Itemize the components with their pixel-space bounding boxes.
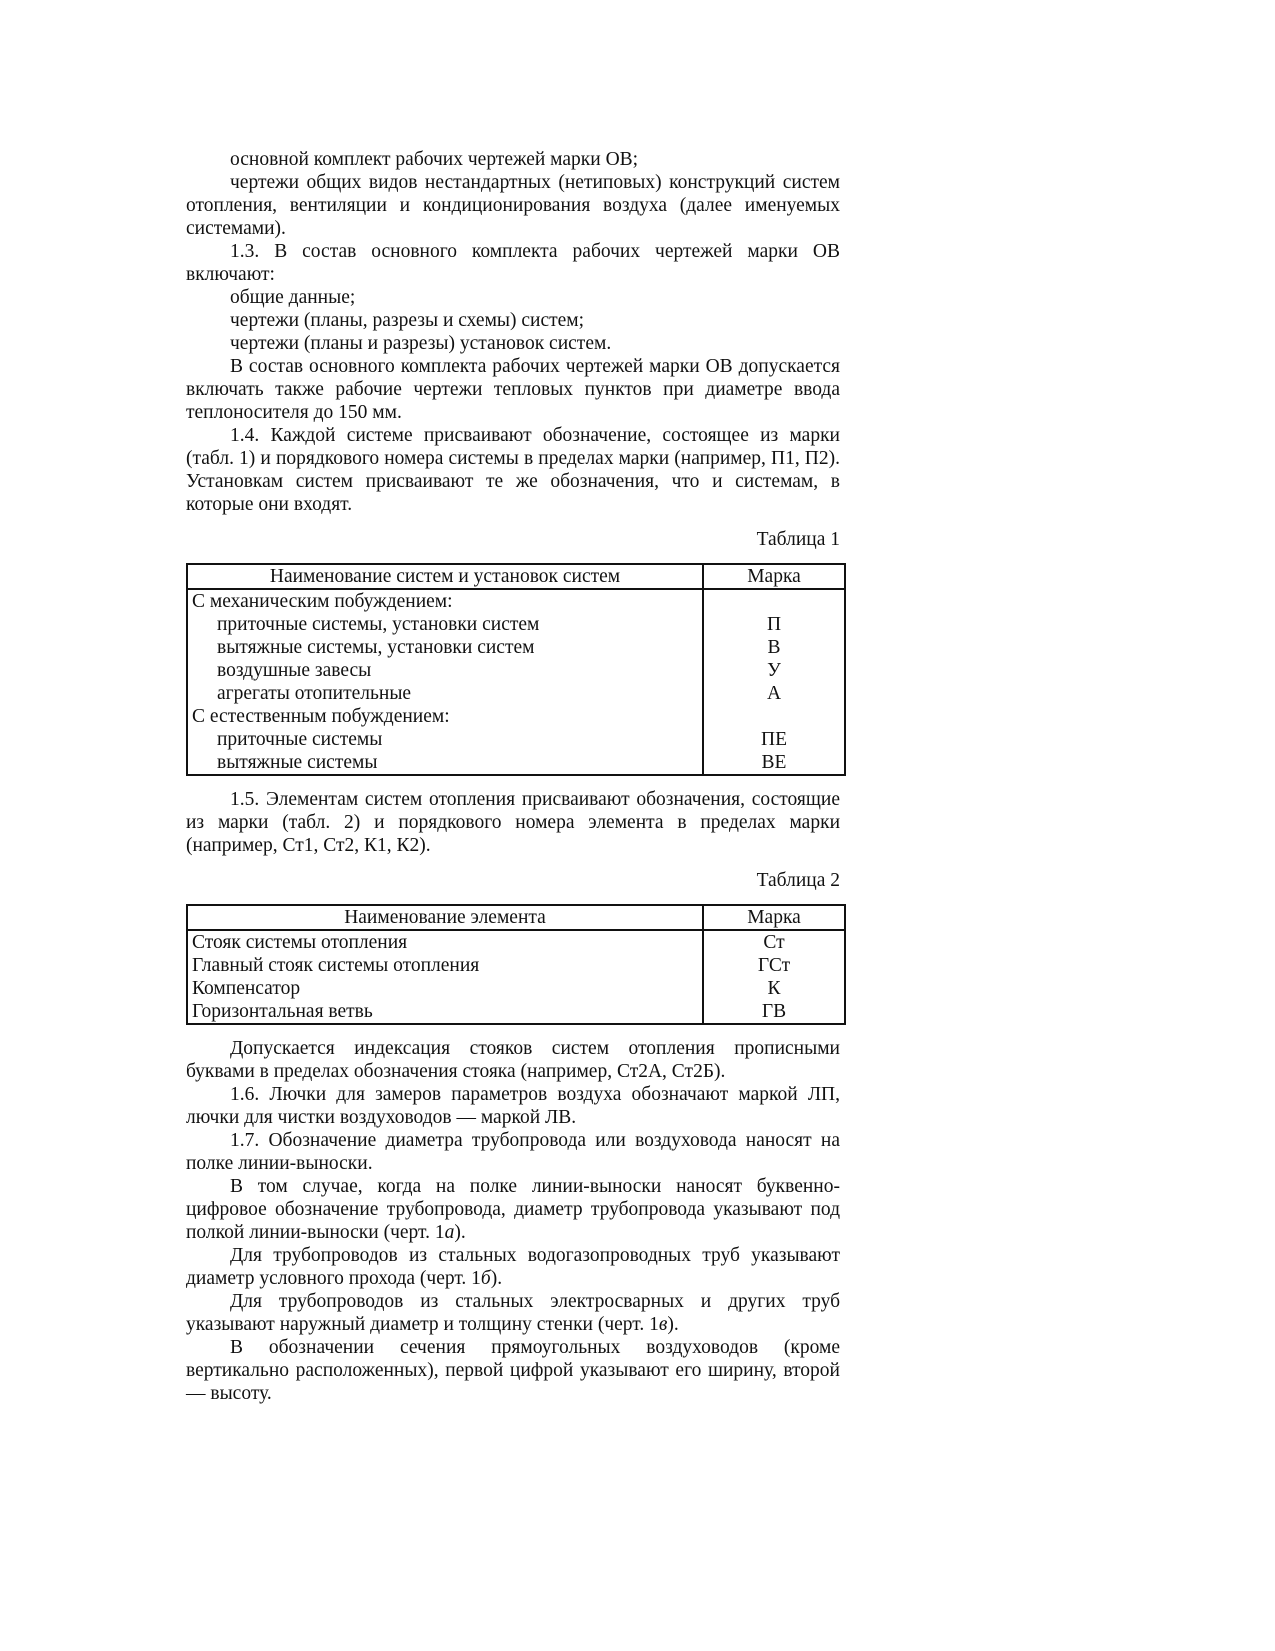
paragraph: общие данные;: [230, 287, 356, 308]
table-header-row: [187, 564, 845, 589]
column-header-mark: Марка: [703, 905, 845, 930]
column-header-mark: Марка: [703, 564, 845, 589]
paragraph-text: ).: [667, 1314, 679, 1335]
cell-name: вытяжные системы: [217, 752, 378, 773]
drawing-ref-letter: а: [444, 1222, 455, 1243]
paragraph: 1.4. Каждой системе присваивают обозначение, состоящее из марки (табл. 1) и порядкового номера системы в пределах марки (например, П1, П2). Установкам систем присваивают те же обозначения, что и системам, в которые они входят.: [186, 425, 840, 515]
paragraph: чертежи (планы, разрезы и схемы) систем;: [230, 310, 585, 331]
table-row: [187, 636, 845, 659]
paragraph: [186, 1290, 840, 1336]
cell-name: Главный стояк системы отопления: [192, 955, 480, 976]
table-caption: Таблица 2: [756, 870, 840, 891]
drawing-ref-letter: в: [658, 1314, 668, 1335]
cell-name: С механическим побуждением:: [192, 591, 453, 612]
table-row: [187, 751, 845, 775]
cell-mark: У: [703, 659, 845, 682]
cell-mark: ГВ: [703, 1000, 845, 1024]
table-system-marks: [186, 563, 846, 776]
paragraph: Допускается индексация стояков систем отопления прописными буквами в пределах обозначения стояка (например, Ст2А, Ст2Б).: [186, 1038, 840, 1082]
paragraph-text: Для трубопроводов из стальных водогазопроводных труб указывают диаметр условного прохода (черт. 1: [186, 1245, 840, 1289]
cell-mark: ВЕ: [703, 751, 845, 775]
paragraph: основной комплект рабочих чертежей марки ОВ;: [230, 149, 639, 170]
paragraph: 1.5. Элементам систем отопления присваивают обозначения, состоящие из марки (табл. 2) и порядкового номера элемента в пределах марки (например, Ст1, Ст2, К1, К2).: [186, 789, 840, 856]
cell-mark: А: [703, 682, 845, 705]
cell-name: воздушные завесы: [217, 660, 372, 681]
drawing-ref-letter: б: [480, 1268, 491, 1289]
cell-name: агрегаты отопительные: [217, 683, 412, 704]
spacer: [186, 1025, 840, 1037]
cell-name: приточные системы: [217, 729, 383, 750]
paragraph: 1.7. Обозначение диаметра трубопровода или воздуховода наносят на полке линии-выноски.: [186, 1130, 840, 1174]
cell-name: С естественным побуждением:: [192, 706, 450, 727]
table-row: [187, 954, 845, 977]
paragraph-text: В том случае, когда на полке линии-выноски наносят буквенно-цифровое обозначение трубопровода, диаметр трубопровода указывают под полкой линии-выноски (черт. 1: [186, 1176, 840, 1243]
table-row: [187, 728, 845, 751]
cell-mark: ГСт: [703, 954, 845, 977]
cell-mark: К: [703, 977, 845, 1000]
paragraph-text: Для трубопроводов из стальных электросварных и других труб указывают наружный диаметр и толщину стенки (черт. 1: [186, 1291, 840, 1335]
column-header-name: Наименование элемента: [187, 905, 703, 930]
cell-mark: [703, 705, 845, 728]
paragraph: [186, 1175, 840, 1244]
cell-mark: [703, 589, 845, 613]
paragraph: чертежи (планы и разрезы) установок систем.: [230, 333, 612, 354]
table-row: [187, 659, 845, 682]
paragraph-text: ).: [490, 1268, 503, 1289]
paragraph-text: ).: [454, 1222, 466, 1243]
paragraph: чертежи общих видов нестандартных (нетиповых) конструкций систем отопления, вентиляции и кондиционирования воздуха (далее именуемых системами).: [186, 172, 840, 239]
document-page: [186, 148, 840, 1405]
spacer: [186, 776, 840, 788]
column-header-name: Наименование систем и установок систем: [187, 564, 703, 589]
paragraph: В состав основного комплекта рабочих чертежей марки ОВ допускается включать также рабочие чертежи тепловых пунктов при диаметре ввода теплоносителя до 150 мм.: [186, 356, 840, 423]
table-row: [187, 589, 845, 613]
table-header-row: [187, 905, 845, 930]
table-row: [187, 977, 845, 1000]
cell-mark: П: [703, 613, 845, 636]
table-row: [187, 705, 845, 728]
cell-mark: Ст: [703, 930, 845, 954]
table-row: [187, 930, 845, 954]
paragraph: 1.3. В состав основного комплекта рабочих чертежей марки ОВ включают:: [186, 241, 840, 285]
cell-name: вытяжные системы, установки систем: [217, 637, 535, 658]
paragraph: 1.6. Лючки для замеров параметров воздуха обозначают маркой ЛП, лючки для чистки воздуховодов — маркой ЛВ.: [186, 1084, 840, 1128]
table-element-marks: [186, 904, 846, 1025]
table-row: [187, 682, 845, 705]
cell-mark: ПЕ: [703, 728, 845, 751]
cell-name: Горизонтальная ветвь: [192, 1001, 373, 1022]
cell-name: приточные системы, установки систем: [217, 614, 540, 635]
paragraph: [186, 1244, 840, 1290]
table-caption: Таблица 1: [756, 529, 840, 550]
table-row: [187, 613, 845, 636]
cell-name: Стояк системы отопления: [192, 932, 408, 953]
paragraph: В обозначении сечения прямоугольных воздуховодов (кроме вертикально расположенных), первой цифрой указывают его ширину, второй — высоту.: [186, 1337, 840, 1404]
table-row: [187, 1000, 845, 1024]
cell-name: Компенсатор: [192, 978, 301, 999]
cell-mark: В: [703, 636, 845, 659]
